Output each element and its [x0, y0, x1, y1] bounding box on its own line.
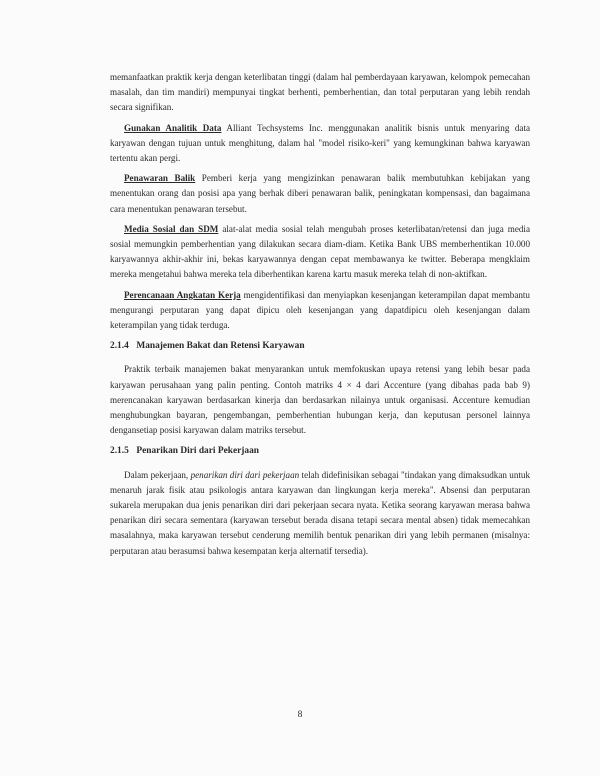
- section-heading-2-1-4: [110, 339, 530, 354]
- paragraph-data-analytics: [110, 121, 530, 167]
- paragraph-workforce-planning: [110, 288, 530, 334]
- paragraph-text: alat-alat media sosial telah mengubah proses keterlibatan/retensi dan juga media sosial memungkin pemberhentian yang dilakukan secara diam-diam. Ketika Bank UBS memberhentikan 10.000 karyawannya akhir-akhir ini, bekas karyawannya dengan cepat membawanya ke twitter. Beberapa mengklaim mereka mengetahui bahwa mereka tela diberhentikan karena kartu masuk mereka telah di non-aktifkan.: [110, 223, 530, 280]
- term-data-analytics: Gunakan Analitik Data: [124, 122, 222, 133]
- paragraph-talent-management: Praktik terbaik manajemen bakat menyarankan untuk memfokuskan upaya retensi yang lebih besar pada karyawan perusahaan yang palin penting. Contoh matriks 4 × 4 dari Accenture (yang dibahas pada bab 9) merencanakan karyawan berdasarkan kinerja dan berdasarkan nilainya untuk organisasi. Accenture kemudian menghubungkan bayaran, pengembangan, pemberhentian hubungan kerja, dan keputusan personel lainnya dengansetiap posisi karyawan dalam matriks tersebut.: [110, 364, 530, 436]
- paragraph-social-media: [110, 222, 530, 283]
- section-number: 2.1.4: [110, 341, 129, 352]
- paragraph-text: mengidentifikasi dan menyiapkan kesenjangan keterampilan dapat membantu mengurangi perputaran yang dapat dipicu oleh kesenjangan yang dapatdipicu oleh kesenjangan dalam keterampilan yang tidak terduga.: [110, 289, 530, 331]
- paragraph-text: telah didefinisikan sebagai "tindakan yang dimaksudkan untuk menaruh jarak fisik atau psikologis antara karyawan dan lingkungan kerja mereka". Absensi dan perputaran sukarela merupakan dua jenis penarikan diri dari pekerjaan secara nyata. Ketika seorang karyawan merasa bahwa penarikan diri secara sementara (karyawan tersebut berada disana tetapi secara mental absen) tidak memecahkan masalahnya, maka karyawan tersebut cenderung memilih bentuk penarikan diri yang lebih permanen (misalnya: perputaran atau berasumsi bahwa kesempatan kerja alternatif tersedia).: [110, 469, 531, 556]
- paragraph-job-withdrawal: [110, 468, 530, 559]
- italic-term: penarikan diri dari pekerjaan: [190, 469, 300, 480]
- section-title: Penarikan Diri dari Pekerjaan: [136, 446, 259, 457]
- term-workforce-planning: Perencanaan Angkatan Kerja: [124, 289, 241, 300]
- page-number: 8: [297, 710, 303, 720]
- paragraph-text: Dalam pekerjaan,: [124, 469, 191, 480]
- paragraph-counter-offer: [110, 171, 530, 217]
- term-social-media: Media Sosial dan SDM: [124, 223, 219, 234]
- paragraph-continuation: memanfaatkan praktik kerja dengan keterlibatan tinggi (dalam hal pemberdayaan karyawan, kelompok pemecahan masalah, dan tim mandiri) mempunyai tingkat berhenti, pemberhentian, dan total perputaran yang lebih rendah secara signifikan.: [110, 72, 530, 113]
- section-number: 2.1.5: [110, 446, 129, 457]
- term-counter-offer: Penawaran Balik: [124, 173, 196, 184]
- section-title: Manajemen Bakat dan Retensi Karyawan: [136, 341, 305, 352]
- paragraph-text: Alliant Techsystems Inc. menggunakan analitik bisnis untuk menyaring data karyawan dengan tujuan untuk menghitung, dalam hal "model risiko-keri" yang kemungkinan bahwa karyawan tertentu akan pergi.: [110, 122, 531, 164]
- page-content: [110, 70, 530, 564]
- section-heading-2-1-5: [110, 444, 530, 459]
- paragraph-text: Pemberi kerja yang mengizinkan penawaran balik membutuhkan kebijakan yang menentukan orang dan posisi apa yang berhak diberi penawaran balik, peningkatan kompensasi, dan bagaimana cara menentukan penawaran tersebut.: [110, 173, 530, 214]
